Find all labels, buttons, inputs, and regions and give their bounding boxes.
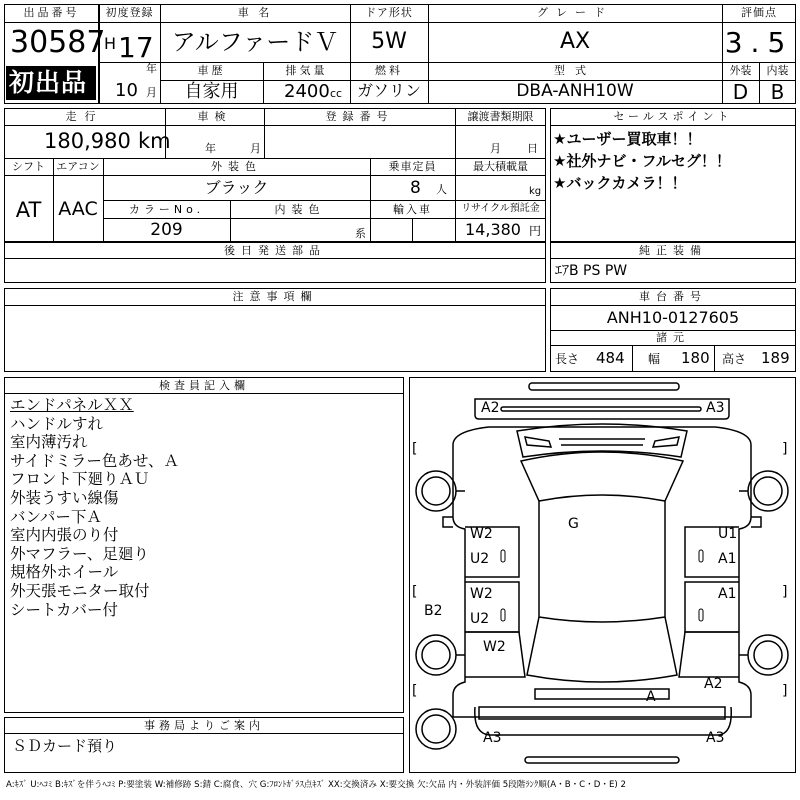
length-label: 長さ bbox=[555, 352, 580, 366]
height-value: 189 bbox=[761, 349, 790, 367]
transfer-month-unit: 月 bbox=[490, 142, 501, 155]
transfer-day-unit: 日 bbox=[527, 142, 538, 155]
legend-text: A:ｷｽﾞ U:ﾍｺﾐ B:ｷｽﾞを伴うﾍｺﾐ P:要塗装 W:補修跡 S:錆 C:腐食、穴 G:ﾌﾛﾝﾄｶﾞﾗｽ点ｷｽﾞ XX:交換済み X:要交換 欠:欠品 内・外装評価 5段階ﾗﾝｸ順(A・B・C・D・E) 2 bbox=[6, 780, 626, 790]
inspector-line: ハンドルすれ bbox=[10, 414, 104, 433]
mileage-value: 180,980 bbox=[44, 129, 131, 153]
colorno-value: 209 bbox=[150, 220, 183, 240]
recycle-label: リサイクル預託金 bbox=[461, 203, 540, 214]
grade-label: グレード bbox=[537, 6, 613, 19]
inspector-line: フロント下廻りＡＵ bbox=[10, 470, 150, 489]
damage-code-w2-left-rear-door: W2 bbox=[470, 586, 493, 602]
payload-label: 最大積載量 bbox=[473, 160, 528, 173]
mileage-unit: km bbox=[138, 129, 171, 153]
sales-item: ★バックカメラ！！ bbox=[553, 174, 687, 192]
damage-code-a3-rear-left: A3 bbox=[483, 730, 502, 746]
damage-code-g-windshield: G bbox=[568, 516, 579, 532]
reg-era: H bbox=[104, 34, 117, 53]
inspector-line: エンドパネルＸＸ bbox=[10, 396, 134, 414]
lot-number: 30587 bbox=[10, 25, 106, 60]
exterior-value: D bbox=[732, 80, 749, 104]
shift-value: AT bbox=[15, 198, 42, 222]
office-label: 事務局よりご案内 bbox=[144, 719, 264, 732]
ac-value: AAC bbox=[58, 198, 98, 220]
damage-code-b2-left-side: B2 bbox=[424, 603, 443, 619]
score-value: 3.5 bbox=[724, 26, 794, 59]
first-listing-text: 初出品 bbox=[9, 68, 88, 97]
inspector-line: 室内薄汚れ bbox=[10, 433, 88, 452]
inspector-label: 検査員記入欄 bbox=[159, 379, 249, 392]
car-name: アルファードＶ bbox=[171, 28, 339, 56]
exterior-label: 外装 bbox=[729, 64, 752, 77]
colorno-label: カラーNo. bbox=[128, 203, 205, 216]
inspection-month-unit: 月 bbox=[250, 142, 261, 155]
lot-label: 出品番号 bbox=[23, 6, 80, 19]
later-parts-label: 後日発送部品 bbox=[224, 244, 326, 257]
payload-unit: kg bbox=[529, 186, 542, 197]
capacity-unit: 人 bbox=[436, 183, 447, 196]
damage-code-a1-right-rear-door: A1 bbox=[718, 586, 737, 602]
damage-code-a2-front-left: A2 bbox=[481, 400, 500, 416]
recycle-unit: 円 bbox=[529, 224, 542, 238]
bracket-right-front: ] bbox=[782, 441, 788, 457]
shift-label: シフト bbox=[12, 160, 45, 173]
import-label: 輸入車 bbox=[393, 203, 432, 216]
interior-value: B bbox=[770, 80, 785, 104]
width-label: 幅 bbox=[648, 352, 661, 366]
equipment-value: ｴｱB PS PW bbox=[555, 263, 628, 279]
inspector-line: シートカバー付 bbox=[10, 600, 119, 619]
bracket-left-rear: [ bbox=[412, 683, 418, 699]
inspector-line: サイドミラー色あせ、Ａ bbox=[10, 451, 179, 470]
capacity-label: 乗車定員 bbox=[388, 160, 437, 173]
bracket-left-front: [ bbox=[412, 441, 418, 457]
sales-label: セールスポイント bbox=[613, 110, 733, 123]
damage-code-a3-front-right: A3 bbox=[706, 400, 725, 416]
damage-code-a1-right-front-door: A1 bbox=[718, 551, 737, 567]
intcolor-unit: 系 bbox=[355, 227, 366, 240]
capacity-value: 8 bbox=[410, 178, 421, 198]
chassis-label: 車台番号 bbox=[639, 290, 707, 303]
mileage-label: 走行 bbox=[65, 110, 104, 123]
doors-label: ドア形状 bbox=[365, 6, 413, 19]
inspector-line: 規格外ホイール bbox=[10, 563, 119, 582]
bracket-right-rear: ] bbox=[782, 683, 788, 699]
recycle-value: 14,380 bbox=[465, 220, 521, 239]
damage-code-a3-rear-right: A3 bbox=[706, 730, 725, 746]
car-diagram bbox=[409, 377, 796, 773]
sales-item: ★ユーザー買取車！！ bbox=[553, 130, 702, 148]
reg-year-unit: 年 bbox=[146, 62, 157, 75]
bracket-left-mid: [ bbox=[412, 584, 418, 600]
ac-label: エアコン bbox=[56, 160, 100, 173]
reg-month: 10 bbox=[115, 80, 138, 101]
damage-code-u2-left-front-door: U2 bbox=[470, 551, 490, 567]
fuel-value: ガソリン bbox=[356, 81, 421, 100]
grade-value: AX bbox=[559, 29, 591, 54]
color-label: 外装色 bbox=[211, 160, 262, 173]
displacement-label: 排気量 bbox=[285, 64, 328, 77]
fuel-label: 燃料 bbox=[375, 64, 403, 77]
score-label: 評価点 bbox=[741, 6, 777, 19]
damage-code-a2-right-quarter: A2 bbox=[704, 676, 723, 692]
office-text: ＳＤカード預り bbox=[12, 737, 118, 755]
damage-code-w2-left-front-door: W2 bbox=[470, 526, 493, 542]
doors-value: 5W bbox=[371, 29, 407, 54]
chassis-number: ANH10-0127605 bbox=[606, 308, 740, 327]
model-label: 型式 bbox=[554, 64, 596, 77]
interior-label: 内装 bbox=[766, 64, 789, 77]
damage-code-a-rear: A bbox=[646, 689, 656, 705]
displacement-value: 2400 bbox=[284, 81, 330, 102]
width-value: 180 bbox=[681, 349, 710, 367]
inspection-year-unit: 年 bbox=[205, 142, 216, 155]
damage-code-u2-left-rear-door: U2 bbox=[470, 611, 490, 627]
bracket-right-mid: ] bbox=[782, 584, 788, 600]
inspector-line: バンパー下Ａ bbox=[10, 507, 102, 526]
model-value: DBA-ANH10W bbox=[516, 81, 634, 101]
inspector-line: 外マフラー、足廻り bbox=[10, 544, 149, 563]
displacement-unit: cc bbox=[330, 87, 343, 100]
regno-label: 登録番号 bbox=[325, 110, 394, 123]
damage-code-w2-left-quarter: W2 bbox=[483, 639, 506, 655]
history-value: 自家用 bbox=[184, 81, 239, 102]
sales-item: ★社外ナビ・フルセグ！！ bbox=[553, 152, 731, 170]
reg-month-unit: 月 bbox=[146, 86, 157, 99]
height-label: 高さ bbox=[722, 352, 747, 366]
inspector-line: 室内内張のり付 bbox=[10, 526, 119, 545]
damage-code-u1-right-front-door: U1 bbox=[718, 526, 738, 542]
length-value: 484 bbox=[596, 349, 625, 367]
inspector-line: 外天張モニター取付 bbox=[10, 581, 150, 600]
color-value: ブラック bbox=[204, 178, 269, 197]
reg-year: 17 bbox=[118, 31, 154, 64]
inspector-lines bbox=[10, 396, 400, 619]
intcolor-label: 内装色 bbox=[274, 203, 326, 216]
notes-label: 注意事項欄 bbox=[232, 290, 318, 303]
inspector-line: 外装うすい線傷 bbox=[10, 488, 119, 507]
transfer-label: 譲渡書類期限 bbox=[467, 110, 534, 123]
history-label: 車歴 bbox=[197, 64, 226, 77]
inspection-label: 車検 bbox=[197, 110, 232, 123]
reg-label: 初度登録 bbox=[105, 6, 154, 19]
specs-label: 諸元 bbox=[656, 331, 690, 344]
car-name-label: 車 名 bbox=[237, 6, 273, 19]
equipment-label: 純正装備 bbox=[639, 244, 707, 257]
